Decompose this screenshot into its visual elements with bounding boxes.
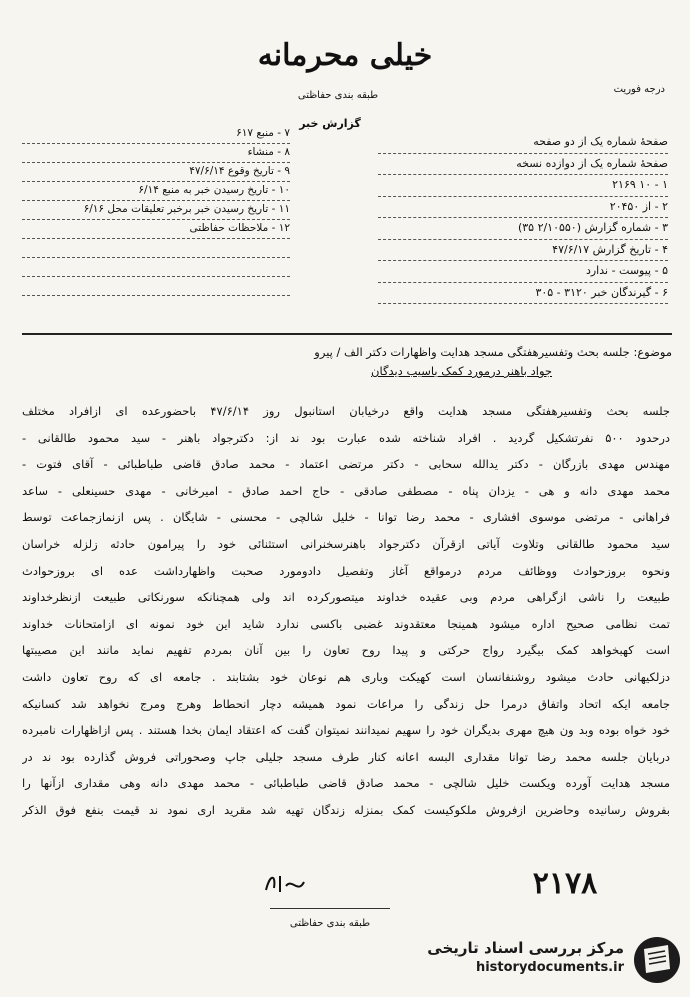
body-line: ونحوه بروزحوادث ووظائف مردم درمواقع آغاز وتفصیل دادومورد صحبت واظهارداشت عده ای بروزحوادث	[22, 563, 670, 578]
form-left-row	[22, 163, 290, 182]
body-line: تمت نظامی صحیح اداره میشود همینجا معتقدوند غضبی باکسی ندارد شاید این خود نمونه ای ازامتحانات خداوند	[22, 616, 670, 631]
form-field-received-local: ۱۱ - تاریخ رسیدن خبر برخبر تعلیقات محل ۶/۱۶	[83, 203, 290, 215]
body-line: درحدود ۵۰۰ نفرتشکیل گردید . افراد شناخته شده عبارت بود ند از: دکترجواد باهنر - سید محمود طالقانی -	[22, 430, 670, 445]
body-line: مسجد هدایت آورده ویکست خلیل شالچی - محمد صادق قاضی طباطبائی - محمد مهدی دانه وهی مقداری ازآنها را	[22, 776, 670, 791]
priority-label: درجه فوریت	[613, 84, 665, 95]
form-field-attachment: ۵ - پیوست - ندارد	[585, 264, 668, 277]
form-field-report-number: ۳ - شماره گزارش (۲/۱۰۵۵۰ ۳۵)	[517, 221, 668, 234]
form-right-row	[378, 283, 668, 305]
form-field-page-number: صفحهٔ شماره یک از دو صفحه	[533, 135, 668, 148]
form-right-row	[378, 132, 668, 154]
body-line: سید محمود طالقانی وتلاوت آیاتی ازقرآن دکترجواد باهنرسخنرانی استثنائی خود را پیرامون حادثه زلزله خراسان	[22, 536, 670, 551]
body-line: دزلکیهانی حادث میشود روشنفانسان است کهیکت وباری هم نوعان خود بشتابند . جامعه ای که روح تعاون داشت	[22, 669, 670, 684]
body-line: جامعه ایکه اتحاد واتفاق درمرا حل زندگی را مراعات نمود همیشه دچار انحطاط وهرج ومرج نخواهد شد کسانیکه	[22, 696, 670, 711]
form-field-1: ۱ - ۱۰ ۲۱۶۹	[612, 178, 668, 191]
form-right-row	[378, 175, 668, 197]
report-title: گزارش خبر	[299, 117, 361, 130]
form-left-row	[22, 182, 290, 201]
document-roll-logo-icon	[632, 935, 682, 985]
form-right-row	[378, 218, 668, 240]
form-field-event-date: ۹ - تاریخ وقوع ۴۷/۶/۱۴	[189, 165, 290, 177]
form-right-row	[378, 154, 668, 176]
subject-line: موضوع: جلسه بحث وتفسیرهفتگی مسجد هدایت واظهارات دکتر الف / پیرو	[314, 345, 672, 359]
form-field-received-date: ۱۰ - تاریخ رسیدن خبر به منبع ۶/۱۴	[138, 184, 290, 196]
watermark-site: historydocuments.ir	[475, 960, 624, 975]
form-left-row	[22, 125, 290, 144]
section-divider	[22, 333, 672, 335]
form-field-recipients: ۶ - گیرندگان خبر ۳۱۲۰ - ۳۰۵	[535, 285, 668, 299]
body-line: فراهانی - مرتضی موسوی افشاری - محمد رضا توانا - خلیل شالچی - محسنی - شایگان . پس ازنمازجماعت توسط	[22, 510, 670, 525]
classification-heading: خیلی محرمانه	[257, 38, 433, 73]
form-left-column	[22, 125, 290, 296]
handwritten-number: ۲۱۷۸	[532, 866, 598, 901]
body-line: دربایان جلسه محمد رضا توانا مقداری البسه اعانه کنار طرف مسجد جلیلی جاپ وصحوراتی فروش گذارده بود ند در	[22, 749, 670, 764]
body-line: طبیعت را ناشی ازگراهی مردم وبی عقیده خداوند میتصورکرده اند ولی همچنانکه سورنکاتی طبیعت ازنظرخداوند	[22, 590, 670, 605]
watermark-org-name: مرکز بررسی اسناد تاریخی	[427, 939, 624, 957]
form-right-row	[378, 261, 668, 283]
form-left-row	[22, 201, 290, 220]
watermark	[404, 930, 682, 990]
form-field-security-notes: ۱۲ - ملاحظات حفاظتی	[189, 222, 290, 234]
report-body	[22, 398, 670, 824]
form-left-row	[22, 258, 290, 277]
form-field-report-date: ۴ - تاریخ گزارش ۴۷/۶/۱۷	[552, 242, 668, 256]
form-field-copy-number: صفحهٔ شماره یک از دوازده نسخه	[516, 156, 668, 170]
form-field-2: ۲ - از ۲۰۴۵۰	[609, 199, 668, 213]
form-left-row	[22, 277, 290, 296]
subject-line-underlined: جواد باهنر درمورد کمک باسیب دیدگان	[371, 364, 552, 378]
form-field-source: ۷ - منبع ۶۱۷	[236, 127, 290, 139]
subject-block	[22, 343, 672, 381]
body-line: مهندس مهدی بازرگان - دکتر یدالله سحابی - دکتر مرتضی اعتماد - محمد صادق قاضی طباطبائی - آقای فتوت -	[22, 457, 670, 472]
form-right-row	[378, 197, 668, 219]
body-line: جلسه بحث وتفسیرهفتگی مسجد هدایت واقع درخیابان استانبول روز ۴۷/۶/۱۴ باحضورعده ای ازافراد مختلف	[22, 404, 670, 418]
protection-class-label: طبقه بندی حفاظتی	[297, 90, 379, 101]
signature	[258, 868, 318, 898]
form-right-row	[378, 240, 668, 262]
form-left-row	[22, 239, 290, 258]
body-line: خود خواه بوده وبد ون هیچ مهری بدیگران خود را سهیم نمیدانند نمیتوان گفت که اعتقاد ایمان بخدا هستند . پس ازاظهارات نامبرده	[22, 723, 670, 738]
watermark-text	[427, 938, 624, 978]
body-line: بفروش رسانیده وحاضرین ازفروش ملکوکیست کمک بمنزله زندگان تهیه شد مقرید اری نمود ند قیمت بنفع فوق الذکر	[22, 802, 670, 817]
protection-class-footer: طبقه بندی حفاظتی	[289, 918, 371, 929]
form-left-row	[22, 220, 290, 239]
footer-divider	[270, 908, 390, 909]
form-left-row	[22, 144, 290, 163]
body-line: محمد مهدی دانه و هی - یزدان پناه - مصطفی صادقی - حاج احمد صادق - امیرخانی - مهدی حسینعلی - ساعد	[22, 483, 670, 498]
form-right-column	[378, 132, 668, 304]
form-field-origin: ۸ - منشاء	[247, 146, 290, 158]
body-line: است کهبخواهد کمک بیگیرد رواج حرکتی و پیدا روح تعاون را بین آنان بمردم تفهیم نماید مانند این مصیبتها	[22, 643, 670, 658]
